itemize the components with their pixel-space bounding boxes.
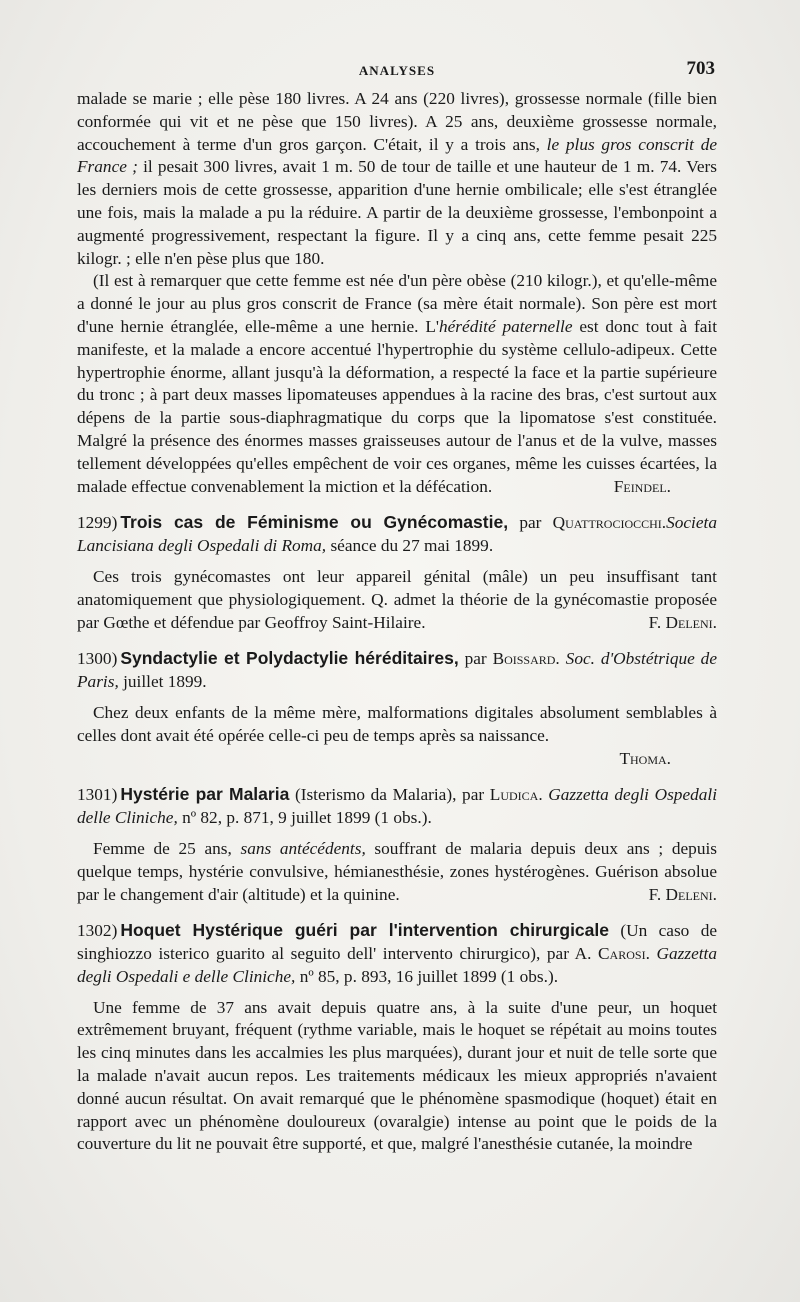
entry-heading — [77, 647, 717, 694]
italic-phrase: hérédité paternelle — [439, 316, 573, 336]
text-run: Ces trois gynécomastes ont leur appareil génital (mâle) un peu insuffisant tant anatomiquement que physiologiquement. Q. admet la théorie de la gynécomastie proposée par Gœthe et défendue par Geoffroy Saint-Hilaire. — [77, 566, 717, 632]
text-run: il pesait 300 livres, avait 1 m. 50 de tour de taille et une hauteur de 1 m. 74. Vers les derniers mois de cette grossesse, apparition d'une hernie ombilicale; elle s'est étranglée une fois, mais la malade a pu la réduire. A partir de la deuxième grossesse, l'embonpoint a augmenté progressivement, respectant la figure. Il y a cinq ans, cette femme pesait 225 kilogr. ; elle n'en pèse plus que 180. — [77, 157, 717, 268]
entry-body: Chez deux enfants de la même mère, malformations digitales absolument semblables à celles dont avait été opérée celle-ci peu de temps après sa naissance. — [77, 702, 717, 745]
entry-par: par — [458, 649, 493, 669]
continuation-paragraph-1 — [77, 88, 717, 270]
text-run: malade se marie ; elle pèse 180 livres. A 24 ans (220 livres), grossesse normale (fille bien conformée qui vit et ne pèse que 150 livres). A 25 ans, deuxième grossesse normale, accouchement à terme d'un gros garçon. C'était, il y a trois ans, — [77, 89, 717, 154]
running-title: ANALYSES — [358, 63, 436, 78]
reviewer-signature: Feindel. — [613, 476, 671, 496]
text-run: (Il est à remarquer que cette femme est née d'un père obèse (210 kilogr.), et qu'elle-même a donné le jour au plus gros conscrit de France (sa mère était normale). Son père est mort d'une hernie étranglée, elle-même a une hernie. L' — [77, 271, 717, 336]
abstract-entry-1300 — [77, 647, 717, 770]
entry-journal: Gazzetta degli Ospedali delle Cliniche, — [77, 785, 717, 828]
entry-title: Trois cas de Féminisme ou Gynécomastie, — [120, 512, 509, 533]
entry-title: Syndactylie et Polydactylie héréditaires, — [120, 648, 459, 669]
entry-body — [77, 566, 717, 634]
entry-par: (Isterismo da Malaria), par — [289, 785, 490, 805]
entry-journal: Soc. d'Obstétrique de Paris, — [77, 649, 717, 692]
abstract-entry-1302 — [77, 919, 717, 1156]
reviewer-signature: F. Deleni. — [648, 884, 717, 904]
italic-phrase: le plus gros conscrit de France ; — [77, 134, 718, 177]
reviewer-signature: Thoma. — [619, 748, 671, 768]
entry-journal: Gazzetta degli Ospedali e delle Cliniche, — [77, 944, 717, 986]
text-run: Femme de 25 ans, — [93, 838, 241, 858]
entry-citation: nº 82, p. 871, 9 juillet 1899 (1 obs.). — [177, 808, 432, 828]
entry-body — [77, 838, 717, 906]
running-head — [77, 58, 717, 88]
entry-citation: séance du 27 mai 1899. — [326, 536, 494, 556]
entry-author: Quattrociocchi. — [552, 513, 667, 533]
entry-citation: nº 85, p. 893, 16 juillet 1899 (1 obs.). — [295, 966, 559, 986]
entry-author: Carosi. — [598, 944, 650, 964]
reviewer-signature: F. Deleni. — [648, 612, 717, 632]
entry-par: (Un caso de singhiozzo isterico guarito al seguito dell' intervento chirurgico), par A. — [77, 921, 717, 964]
text-column — [77, 58, 717, 1156]
italic-phrase: sans antécédents, — [240, 838, 366, 858]
entry-body: Une femme de 37 ans avait depuis quatre ans, à la suite d'une peur, un hoquet extrêmement bruyant, fréquent (rythme variable, mais le hoquet se répétait au moins toutes les cinq minutes dans les accalmies les plus marquées), durant jour et nuit de telle sorte que la malade n'avait aucun repos. Les traitements médicaux les mieux appropriés n'avaient donné aucun résultat. On avait remarqué que le phénomène spasmodique (hoquet) était en rapport avec un phénomène douloureux (ovaralgie) intense au point que le poids de la couverture du lit ne pouvait être supporté, et que, malgré l'anesthésie cutanée, la moindre — [77, 997, 717, 1154]
page-number: 703 — [686, 58, 715, 79]
continuation-paragraph-2 — [77, 270, 717, 498]
entry-number: 1299) — [77, 513, 118, 533]
entry-title: Hystérie par Malaria — [120, 784, 290, 805]
entry-number: 1302) — [77, 921, 118, 941]
entry-author: Ludica. — [489, 785, 543, 805]
abstract-entry-1299 — [77, 511, 717, 634]
entry-heading — [77, 783, 717, 830]
entry-heading — [77, 511, 717, 558]
text-run: souffrant de malaria depuis deux ans ; depuis quelque temps, hystérie convulsive, hémianesthésie, zones hystérogènes. Guérison absolue par le changement d'air (altitude) et la quinine. — [77, 838, 717, 904]
entry-title: Hoquet Hystérique guéri par l'intervention chirurgicale — [120, 920, 609, 941]
entry-number: 1301) — [77, 785, 118, 805]
text-run: est donc tout à fait manifeste, et la malade a encore accentué l'hypertrophie du système cellulo-adipeux. Cette hypertrophie énorme, allant jusqu'à la déformation, a respecté la face et la partie supérieure du tronc ; à part deux masses lipomateuses appendues à la racine des bras, c'est surtout aux dépens de la partie sous-diaphragmatique du corps que la lipomatose s'est constituée. Malgré la présence des énormes masses graisseuses autour de l'anus et de la vulve, masses tellement développées qu'elles empêchent de voir ces organes, même les cuisses écartées, la malade effectue convenablement la miction et la défécation. — [77, 316, 717, 496]
entry-journal: Societa Lancisiana degli Ospedali di Roma, — [77, 513, 717, 556]
entry-heading — [77, 919, 717, 988]
entry-author: Boissard. — [492, 649, 560, 669]
entry-number: 1300) — [77, 649, 118, 669]
abstract-entry-1301 — [77, 783, 717, 906]
entry-citation: juillet 1899. — [118, 672, 207, 692]
entry-par: par — [508, 513, 553, 533]
